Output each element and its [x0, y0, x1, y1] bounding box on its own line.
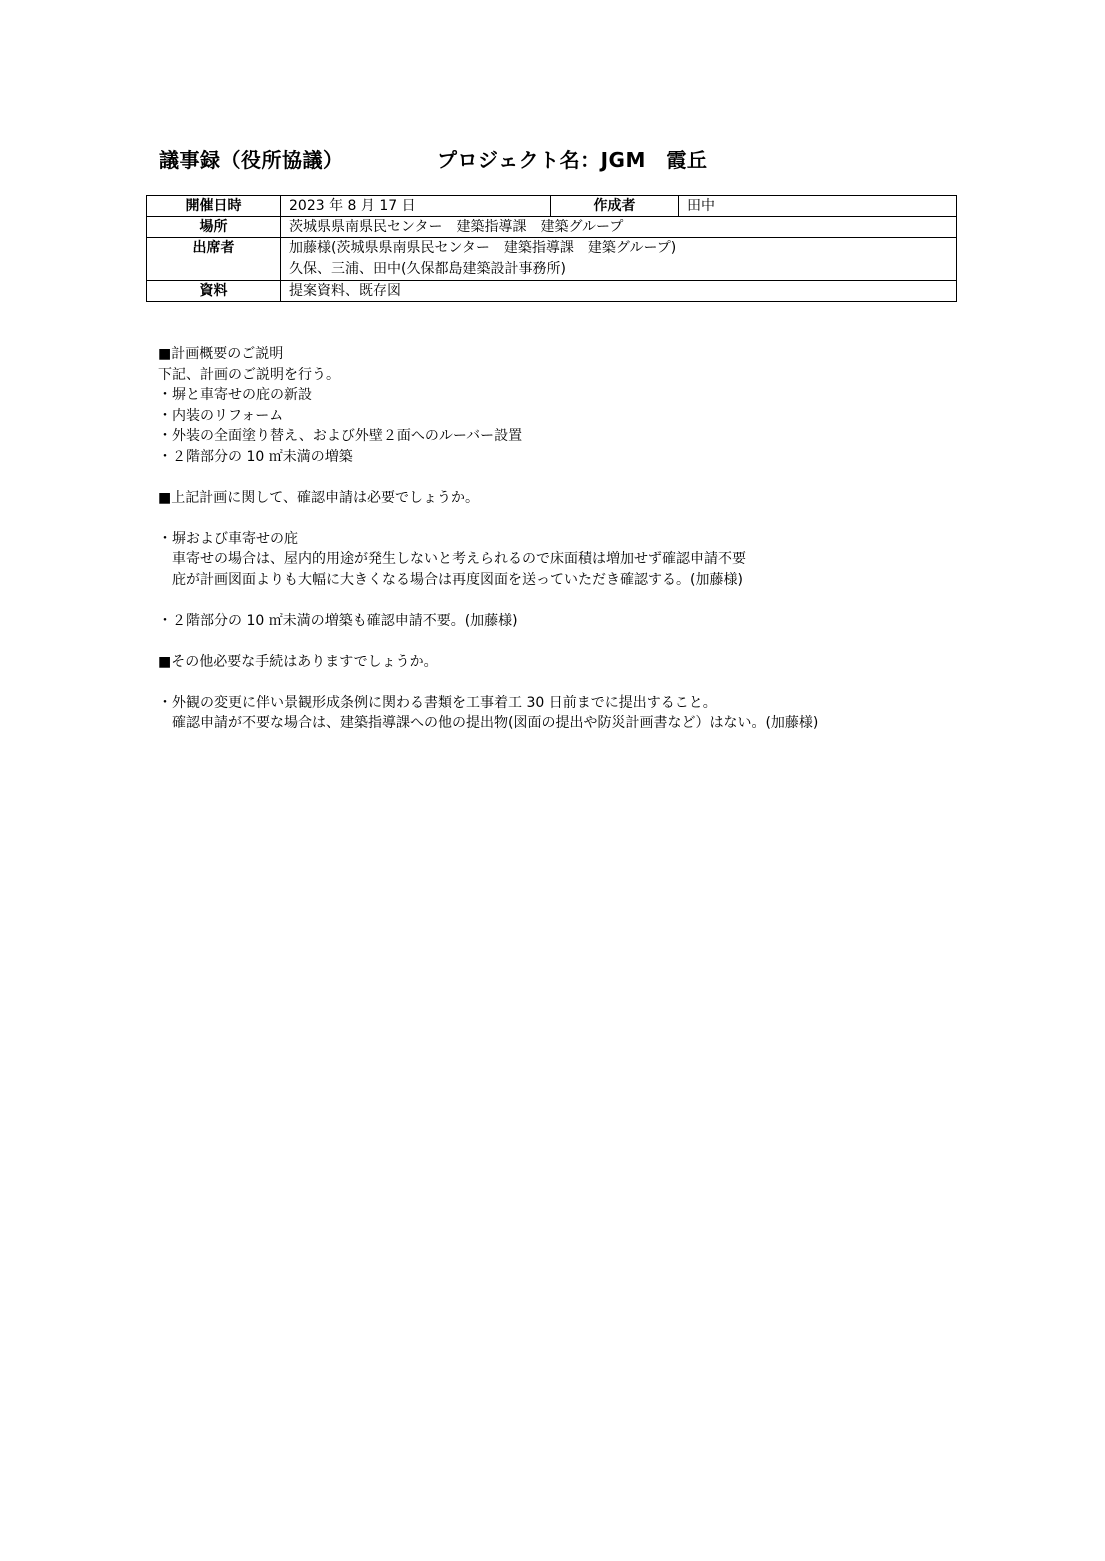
date-label: 開催日時	[147, 196, 281, 217]
list-item: ・外装の全面塗り替え、および外壁２面へのルーバー設置	[158, 428, 523, 444]
table-row	[147, 196, 957, 217]
minutes-body	[158, 344, 978, 734]
paragraph: 下記、計画のご説明を行う。	[158, 366, 340, 383]
spacer	[158, 672, 978, 693]
attendees-line-2: 久保、三浦、田中(久保都島建築設計事務所)	[289, 261, 566, 277]
list-item: ・内装のリフォーム	[158, 407, 284, 424]
table-row	[147, 238, 957, 281]
spacer	[158, 631, 978, 652]
document-title: 議事録（役所協議）	[159, 148, 344, 172]
list-item: ・２階部分の 10 ㎡未満の増築も確認申請不要。(加藤様)	[158, 612, 518, 629]
attendees-label: 出席者	[147, 238, 281, 281]
materials-label: 資料	[147, 281, 281, 302]
section-heading: ■上記計画に関して、確認申請は必要でしょうか。	[158, 489, 479, 506]
spacer	[158, 590, 978, 611]
spacer	[158, 467, 978, 488]
list-item-detail: 庇が計画図面よりも大幅に大きくなる場合は再度図面を送っていただき確認する。(加藤様)	[172, 571, 743, 588]
meeting-info-table	[146, 195, 957, 302]
place-value: 茨城県県南県民センター 建築指導課 建築グループ	[281, 217, 957, 238]
title-row	[159, 144, 959, 174]
list-item: ・外観の変更に伴い景観形成条例に関わる書類を工事着工 30 日前までに提出すること。	[158, 694, 717, 711]
list-item: ・２階部分の 10 ㎡未満の増築	[158, 448, 353, 465]
project-name: プロジェクト名：JGM 霞丘	[437, 148, 708, 172]
attendees-line-1: 加藤様(茨城県県南県民センター 建築指導課 建築グループ)	[289, 240, 677, 256]
list-item-detail: 車寄せの場合は、屋内的用途が発生しないと考えられるので床面積は増加せず確認申請不要	[172, 551, 746, 567]
list-item: ・塀と車寄せの庇の新設	[158, 387, 312, 403]
materials-value: 提案資料、既存図	[281, 281, 957, 302]
author-value: 田中	[679, 196, 957, 217]
list-item: ・塀および車寄せの庇	[158, 530, 298, 547]
section-heading: ■計画概要のご説明	[158, 346, 284, 362]
attendees-value	[281, 238, 957, 281]
list-item-detail: 確認申請が不要な場合は、建築指導課への他の提出物(図面の提出や防災計画書など）はない。(加藤様)	[172, 715, 819, 731]
place-label: 場所	[147, 217, 281, 238]
section-heading: ■その他必要な手続はありますでしょうか。	[158, 653, 438, 670]
author-label: 作成者	[551, 196, 679, 217]
table-row	[147, 217, 957, 238]
spacer	[158, 508, 978, 529]
table-row	[147, 281, 957, 302]
date-value: 2023 年 8 月 17 日	[281, 196, 551, 217]
